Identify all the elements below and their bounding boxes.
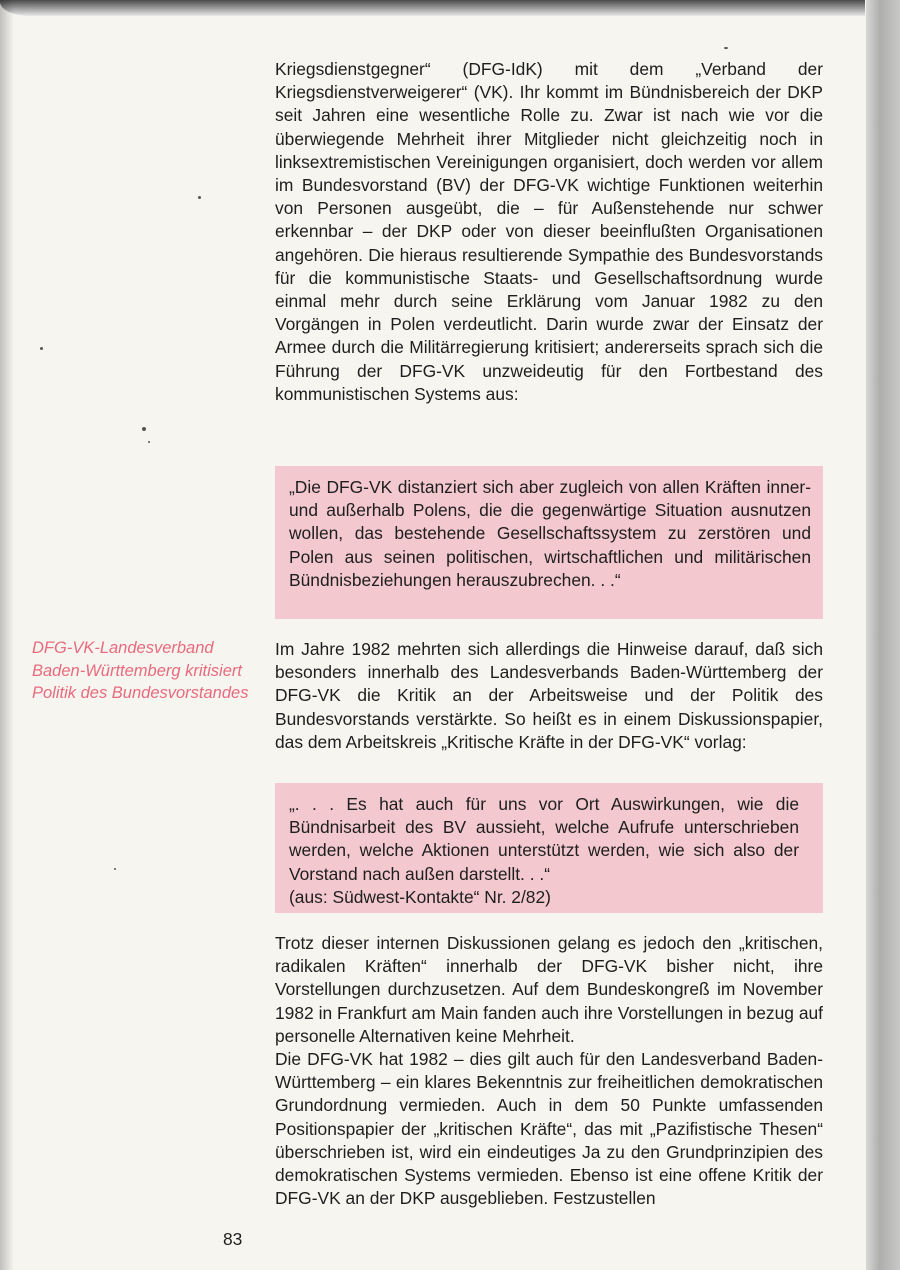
quote-source: (aus: Südwest-Kontakte“ Nr. 2/82): [289, 886, 551, 907]
body-column-top: [275, 58, 823, 406]
scan-speck: [148, 441, 150, 443]
body-column-bottom: [275, 932, 823, 1210]
page-top-edge: [0, 0, 865, 16]
scan-speck: [724, 47, 728, 49]
body-column-middle: [275, 638, 823, 754]
paragraph-conclusion: Die DFG-VK hat 1982 – dies gilt auch für den Landesverband Baden-Württemberg – ein klares Bekenntnis zur freiheitlichen demokratischen Grundordnung vermieden. Auch in dem 50 Punkte umfassenden Positionspapier der „kritischen Kräfte“, das mit „Pazifistische Thesen“ überschrieben ist, wird ein eindeutiges Ja zu den Grundprinzipien des demokratischen Systems vermieden. Ebenso ist eine offene Kritik der DFG-VK an der DKP ausgeblieben. Festzustellen: [275, 1049, 823, 1209]
scan-speck: [114, 868, 116, 870]
page-number: 83: [223, 1229, 243, 1249]
binding-shadow: [0, 0, 14, 1270]
quote-box-statement: [275, 466, 823, 619]
paragraph-intro: Kriegsdienstgegner“ (DFG-IdK) mit dem „Verband der Kriegsdienstverweigerer“ (VK). Ihr kommt im Bündnisbereich der DKP seit Jahren eine wesentliche Rolle zu. Zwar ist nach wie vor die überwiegende Mehrheit ihrer Mitglieder nicht gleichzeitig noch in linksextremistischen Vereinigungen organisiert, doch werden vor allem im Bundesvorstand (BV) der DFG-VK wichtige Funktionen weiterhin von Personen ausgeübt, die – für Außenstehende nur schwer erkennbar – der DKP oder von dieser beeinflußten Organisationen angehören. Die hieraus resultierende Sympathie des Bundesvorstands für die kommunistische Staats- und Gesellschaftsordnung wurde einmal mehr durch seine Erklärung vom Januar 1982 zu den Vorgängen in Polen verdeutlicht. Darin wurde zwar der Einsatz der Armee durch die Militärregierung kritisiert; andererseits sprach sich die Führung der DFG-VK unzweideutig für den Fortbestand des kommunistischen Systems aus:: [275, 59, 823, 404]
margin-note: DFG-VK-Landesverband Baden-Württemberg kritisiert Politik des Bundesvorstandes: [32, 639, 249, 702]
quote-box-discussion: [275, 783, 823, 913]
scan-speck: [198, 196, 201, 199]
scan-speck: [40, 347, 43, 350]
scan-speck: [142, 427, 146, 431]
paragraph-1982: Im Jahre 1982 mehrten sich allerdings die Hinweise darauf, daß sich besonders innerhalb des Landesverbands Baden-Württemberg der DFG-VK die Kritik an der Arbeitsweise und der Politik des Bundesvorstands verstärkte. So heißt es in einem Diskussionspapier, das dem Arbeitskreis „Kritische Kräfte in der DFG-VK“ vorlag:: [275, 639, 823, 752]
quote-discussion: [289, 793, 799, 909]
quote-statement: „Die DFG-VK distanziert sich aber zugleich von allen Kräften inner- und außerhalb Polens, die die gegenwärtige Situation ausnutzen wollen, das bestehende Gesellschaftssystem zu zerstören und Polen aus seinen politischen, wirtschaftlichen und militärischen Bündnisbeziehungen herauszubrechen. . .“: [289, 477, 811, 590]
page-right-edge: [866, 0, 900, 1270]
paragraph-trotz: Trotz dieser internen Diskussionen gelang es jedoch den „kritischen, radikalen Kräften“ innerhalb der DFG-VK bisher nicht, ihre Vorstellungen durchzusetzen. Auf dem Bundeskongreß im November 1982 in Frankfurt am Main fanden auch ihre Vorstellungen in bezug auf personelle Alternativen keine Mehrheit.: [275, 933, 823, 1046]
quote-discussion-text: „. . . Es hat auch für uns vor Ort Auswirkungen, wie die Bündnisarbeit des BV aussieht, welche Aufrufe unterschrieben werden, welche Aktionen unterstützt werden, wie sich also der Vorstand nach außen darstellt. . .“: [289, 794, 799, 884]
